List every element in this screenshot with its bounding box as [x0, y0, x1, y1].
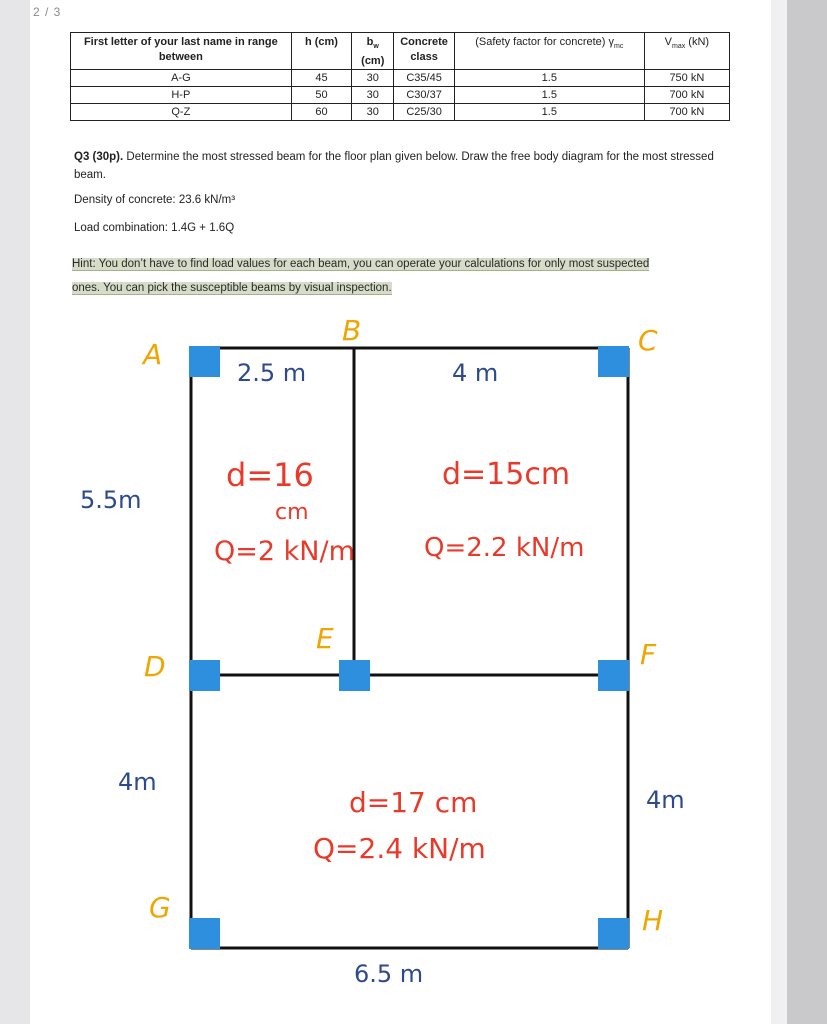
column-f: [598, 660, 629, 691]
question-label: Q3 (30p).: [74, 151, 124, 163]
table-cell: 30: [352, 70, 394, 87]
column-g: [189, 918, 220, 949]
node-label-h: H: [642, 904, 664, 937]
table-cell: 700 kN: [644, 87, 729, 104]
slab1-thickness-unit: cm: [275, 500, 309, 525]
node-label-b: B: [342, 314, 362, 347]
density-line: Density of concrete: 23.6 kN/m³: [74, 194, 236, 206]
slab1-thickness: d=16: [226, 456, 314, 494]
slab-annotations: [214, 456, 584, 865]
table-cell: 1.5: [454, 104, 644, 121]
table-cell: 45: [291, 70, 352, 87]
table-cell: 60: [291, 104, 352, 121]
table-header: (Safety factor for concrete) $\gamma_{mc}$: [454, 33, 644, 70]
dim-bottom: 6.5 m: [354, 960, 424, 988]
table-header: First letter of your last name in range between: [71, 33, 292, 70]
dim-right-bottom: 4m: [646, 786, 685, 814]
node-label-a: A: [143, 338, 163, 371]
dim-left-bottom: 4m: [118, 768, 157, 796]
node-label-d: D: [144, 650, 166, 683]
table-cell: Q-Z: [71, 104, 292, 121]
table-header: $V_{max}$ (kN): [644, 33, 729, 70]
load-combination-line: Load combination: 1.4G + 1.6Q: [74, 222, 235, 234]
table-cell: 30: [352, 87, 394, 104]
table-cell: 50: [291, 87, 352, 104]
node-label-c: C: [638, 324, 658, 357]
hint-line-1: Hint: You don’t have to find load values for each beam, you can operate your calculations for only most suspected: [72, 258, 650, 270]
slab2-thickness: d=15cm: [442, 457, 571, 492]
table-cell: H-P: [71, 87, 292, 104]
table-cell: 1.5: [454, 70, 644, 87]
dim-left-top: 5.5m: [80, 486, 142, 514]
slab1-load: Q=2 kN/m: [214, 536, 355, 567]
table-header: Concrete class: [394, 33, 455, 70]
table-cell: 1.5: [454, 87, 644, 104]
slab3-thickness: d=17 cm: [349, 786, 478, 819]
table-cell: C25/30: [394, 104, 455, 121]
column-d: [189, 660, 220, 691]
node-label-f: F: [640, 638, 657, 671]
page-counter: 2 / 3: [33, 5, 62, 19]
node-label-g: G: [149, 891, 171, 924]
table-cell: 700 kN: [644, 104, 729, 121]
table-cell: 30: [352, 104, 394, 121]
node-label-e: E: [316, 622, 334, 655]
hint-line-2: ones. You can pick the susceptible beams by visual inspection.: [72, 282, 392, 294]
table-cell: A-G: [71, 70, 292, 87]
slab2-load: Q=2.2 kN/m: [424, 533, 585, 563]
slab3-load: Q=2.4 kN/m: [313, 832, 486, 865]
table-cell: 750 kN: [644, 70, 729, 87]
question-body: Determine the most stressed beam for the floor plan given below. Draw the free body diagram for the most stressed beam.: [74, 151, 714, 181]
table-header: h (cm): [291, 33, 352, 70]
table-header: $b_w$ (cm): [352, 33, 394, 70]
column-e: [339, 660, 370, 691]
dim-ab: 2.5 m: [237, 359, 307, 387]
column-c: [598, 346, 629, 377]
dim-bc: 4 m: [452, 359, 499, 387]
column-h: [598, 918, 629, 949]
table-cell: C35/45: [394, 70, 455, 87]
column-a: [189, 346, 220, 377]
table-cell: C30/37: [394, 87, 455, 104]
